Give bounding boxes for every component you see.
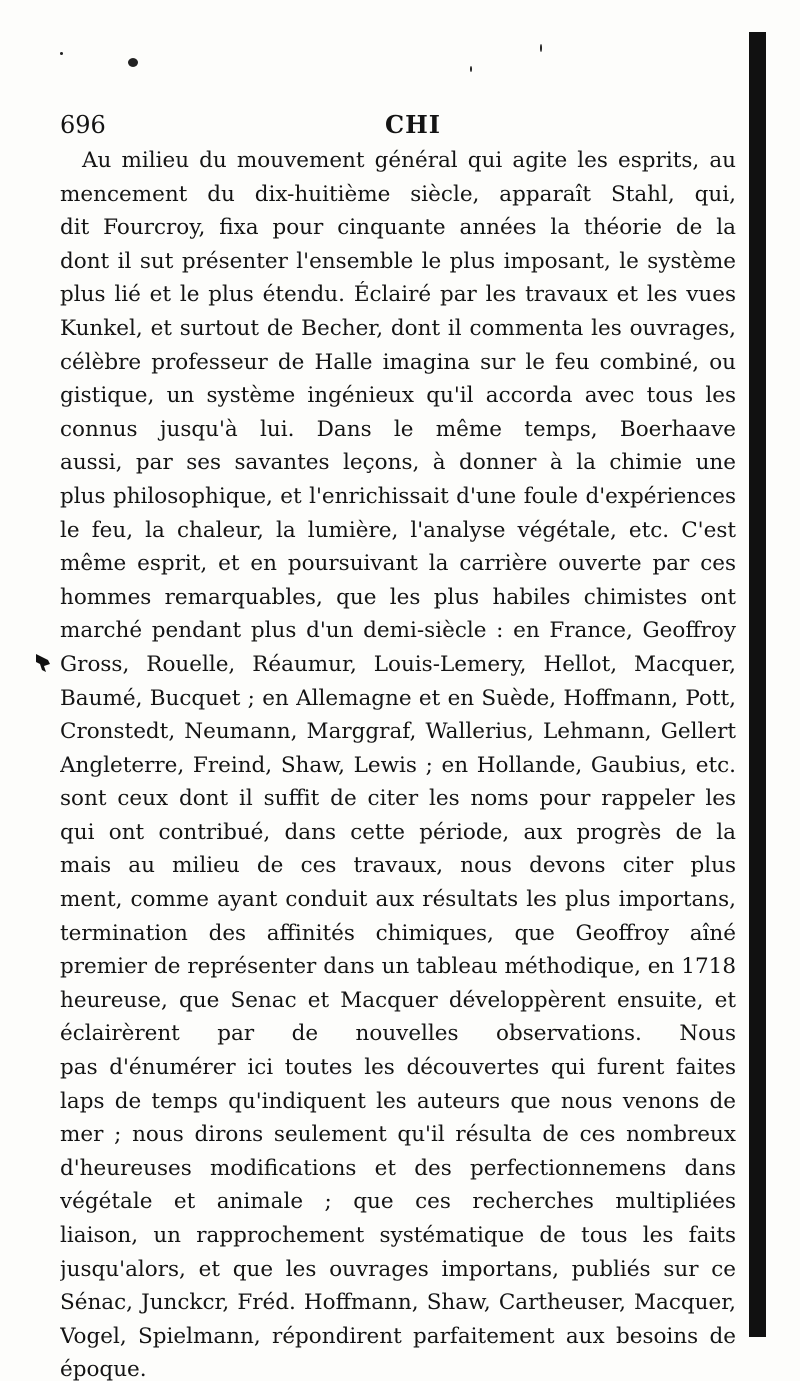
text-line: Vogel, Spielmann, répondirent parfaitement aux besoins de <box>60 1323 736 1349</box>
ink-speck <box>60 52 63 55</box>
text-line: Baumé, Bucquet ; en Allemagne et en Suède, Hoffmann, Pott, <box>60 685 736 711</box>
text-line: pas d'énumérer ici toutes les découvertes qui furent faites <box>60 1055 736 1081</box>
text-line: Kunkel, et surtout de Becher, dont il commenta les ouvrages, <box>60 315 736 341</box>
text-line: liaison, un rapprochement systématique de tous les faits <box>60 1223 736 1248</box>
text-line: Au milieu du mouvement général qui agite les esprits, au <box>82 148 736 173</box>
text-line: végétale et animale ; que ces recherches multipliées <box>60 1189 736 1215</box>
text-line: Angleterre, Freind, Shaw, Lewis ; en Hollande, Gaubius, etc. <box>60 752 736 778</box>
text-line: hommes remarquables, que les plus habiles chimistes ont <box>60 584 736 610</box>
page-body-text <box>60 144 736 1381</box>
text-line: éclairèrent par de nouvelles observations. Nous <box>60 1021 736 1047</box>
ink-speck <box>128 58 138 67</box>
text-line: jusqu'alors, et que les ouvrages importans, publiés sur ce <box>60 1256 736 1282</box>
text-line: qui ont contribué, dans cette période, aux progrès de la <box>60 819 736 845</box>
text-line: même esprit, et en poursuivant la carrière ouverte par ces <box>60 551 736 577</box>
page-number: 696 <box>60 111 106 139</box>
text-line: plus lié et le plus étendu. Éclairé par les travaux et les vues <box>60 282 736 308</box>
page-header <box>60 108 715 142</box>
text-line: Gross, Rouelle, Réaumur, Louis-Lemery, Hellot, Macquer, <box>60 651 736 677</box>
text-line: termination des affinités chimiques, que Geoffroy aîné <box>60 920 736 946</box>
text-line: mer ; nous dirons seulement qu'il résulta de ces nombreux <box>60 1122 736 1148</box>
text-line: Cronstedt, Neumann, Marggraf, Wallerius, Lehmann, Gellert <box>60 719 736 745</box>
text-line: laps de temps qu'indiquent les auteurs que nous venons de <box>60 1088 736 1114</box>
text-line: Sénac, Junckcr, Fréd. Hoffmann, Shaw, Cartheuser, Macquer, <box>60 1290 736 1316</box>
text-line: d'heureuses modifications et des perfectionnemens dans <box>60 1155 736 1181</box>
text-line: heureuse, que Senac et Macquer développèrent ensuite, et <box>60 987 736 1013</box>
text-line: célèbre professeur de Halle imagina sur le feu combiné, ou <box>60 349 736 375</box>
text-line: gistique, un système ingénieux qu'il accorda avec tous les <box>60 383 736 409</box>
page-binding-shadow <box>749 32 766 1337</box>
text-line: dit Fourcroy, fixa pour cinquante années la théorie de la <box>60 215 736 241</box>
text-line: époque. <box>60 1357 147 1381</box>
text-line: mencement du dix-huitième siècle, apparaît Stahl, qui, <box>60 181 736 207</box>
text-line: mais au milieu de ces travaux, nous devons citer plus <box>60 853 736 879</box>
text-line: premier de représenter dans un tableau méthodique, en 1718 <box>60 954 736 980</box>
hand-pointer-icon <box>34 650 52 674</box>
ink-speck <box>540 44 542 52</box>
ink-speck <box>470 66 472 72</box>
running-head: CHI <box>385 110 442 139</box>
text-line: plus philosophique, et l'enrichissait d'une foule d'expériences <box>60 483 736 509</box>
text-line: le feu, la chaleur, la lumière, l'analyse végétale, etc. C'est <box>60 517 736 543</box>
text-line: sont ceux dont il suffit de citer les noms pour rappeler les <box>60 786 736 812</box>
text-line: ment, comme ayant conduit aux résultats les plus importans, <box>60 887 736 913</box>
text-line: aussi, par ses savantes leçons, à donner à la chimie une <box>60 450 736 476</box>
text-line: dont il sut présenter l'ensemble le plus imposant, le système <box>60 248 736 274</box>
paragraph <box>60 144 736 1381</box>
text-line: connus jusqu'à lui. Dans le même temps, Boerhaave <box>60 416 736 442</box>
text-line: marché pendant plus d'un demi-siècle : en France, Geoffroy <box>60 618 736 644</box>
